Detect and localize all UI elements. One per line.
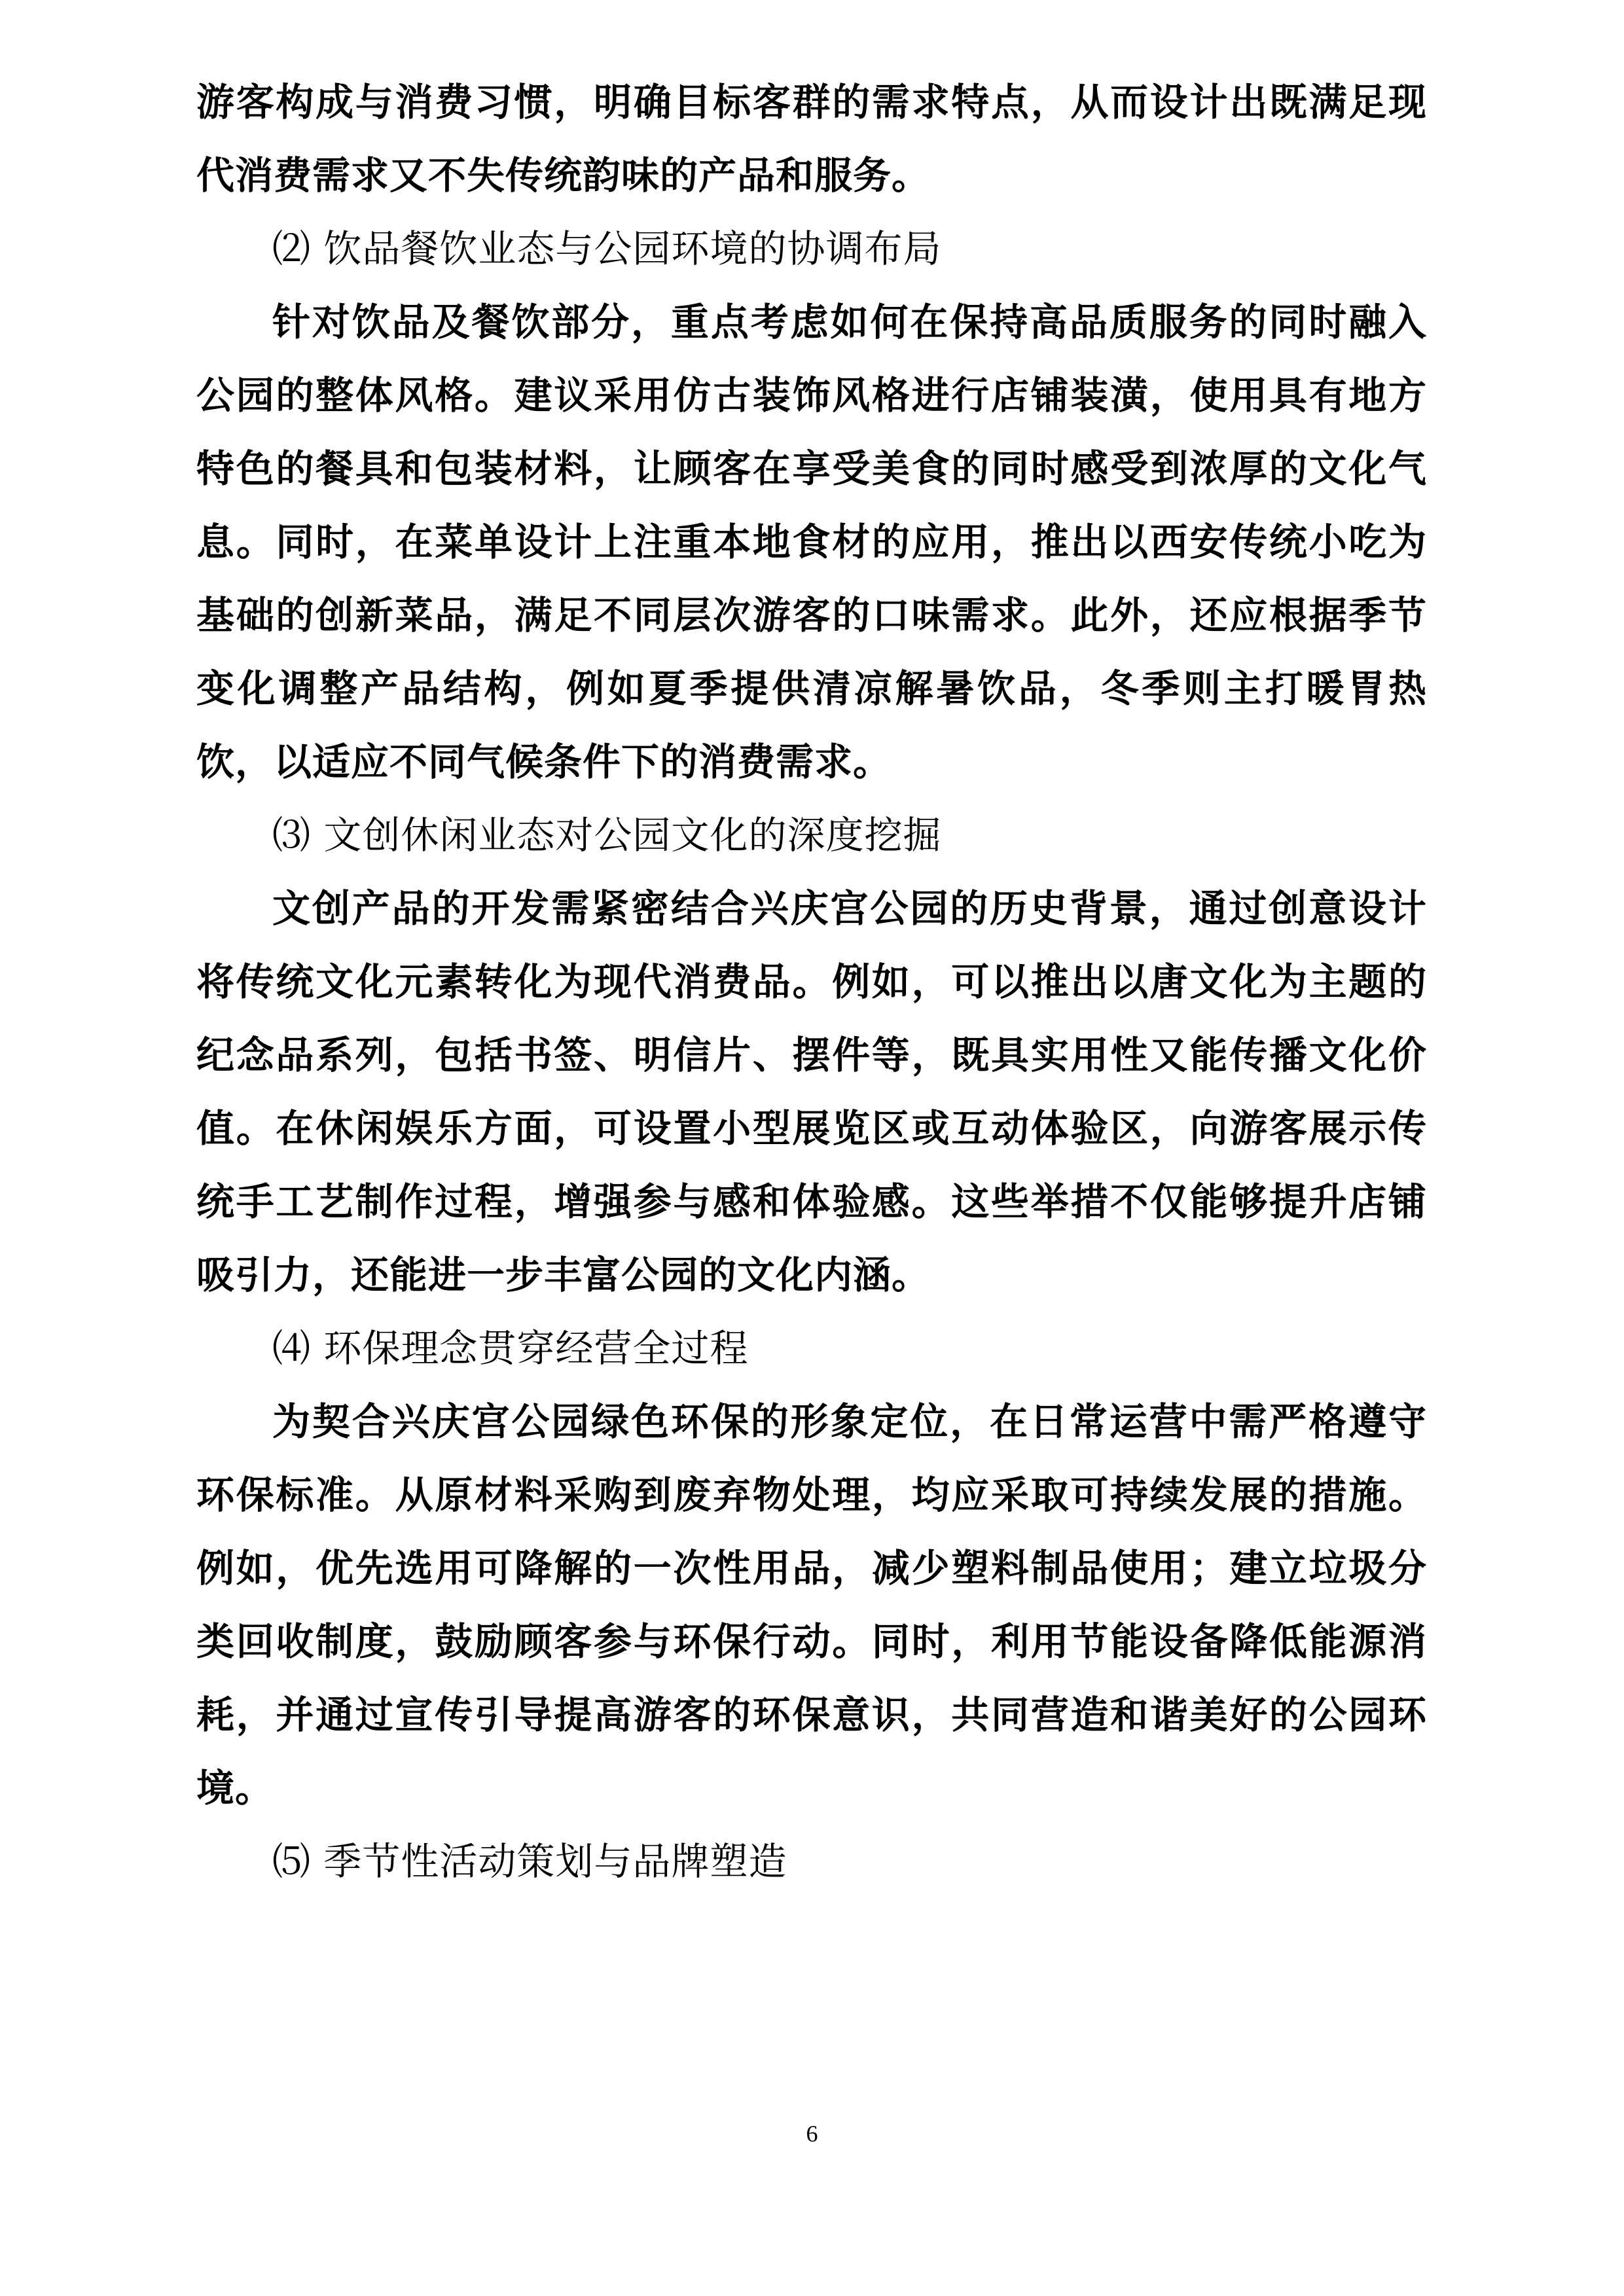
paragraph-continued: 游客构成与消费习惯，明确目标客群的需求特点，从而设计出既满足现代消费需求又不失传统韵味的产品和服务。 (196, 80, 1427, 198)
section-heading-4: ⑷ 环保理念贯穿经营全过程 (272, 1326, 749, 1371)
page-number: 6 (806, 2121, 818, 2147)
section-heading-5: ⑸ 季节性活动策划与品牌塑造 (272, 1839, 787, 1884)
paragraph-catering: 针对饮品及餐饮部分，重点考虑如何在保持高品质服务的同时融入公园的整体风格。建议采用仿古装饰风格进行店铺装潢，使用具有地方特色的餐具和包装材料，让顾客在享受美食的同时感受到浓厚的文化气息。同时，在菜单设计上注重本地食材的应用，推出以西安传统小吃为基础的创新菜品，满足不同层次游客的口味需求。此外，还应根据季节变化调整产品结构，例如夏季提供清凉解暑饮品，冬季则主打暖胃热饮，以适应不同气候条件下的消费需求。 (196, 300, 1427, 784)
paragraph-cultural: 文创产品的开发需紧密结合兴庆宫公园的历史背景，通过创意设计将传统文化元素转化为现代消费品。例如，可以推出以唐文化为主题的纪念品系列，包括书签、明信片、摆件等，既具实用性又能传播文化价值。在休闲娱乐方面，可设置小型展览区或互动体验区，向游客展示传统手工艺制作过程，增强参与感和体验感。这些举措不仅能够提升店铺吸引力，还能进一步丰富公园的文化内涵。 (196, 886, 1427, 1297)
section-heading-3: ⑶ 文创休闲业态对公园文化的深度挖掘 (272, 813, 942, 857)
section-heading-2: ⑵ 饮品餐饮业态与公园环境的协调布局 (272, 226, 942, 271)
paragraph-environment: 为契合兴庆宫公园绿色环保的形象定位，在日常运营中需严格遵守环保标准。从原材料采购到废弃物处理，均应采取可持续发展的措施。例如，优先选用可降解的一次性用品，减少塑料制品使用；建立垃圾分类回收制度，鼓励顾客参与环保行动。同时，利用节能设备降低能源消耗，并通过宣传引导提高游客的环保意识，共同营造和谐美好的公园环境。 (196, 1399, 1427, 1810)
document-body (196, 65, 1427, 1898)
